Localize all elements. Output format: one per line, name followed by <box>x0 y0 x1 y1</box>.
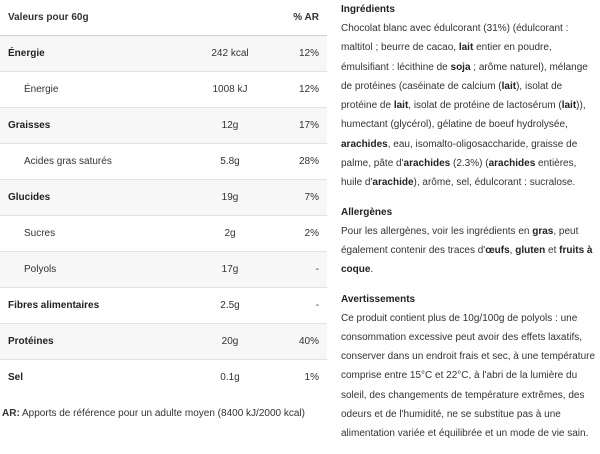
row-qty: 20g <box>187 324 273 360</box>
ingredients-text <box>341 19 596 193</box>
ingredients-segment: lait <box>393 100 409 112</box>
ingredients-segment: Chocolat blanc avec édulcorant (31%) (édulcorant : maltitol ; beurre de cacao, <box>341 23 569 54</box>
row-pct: 7% <box>273 180 327 216</box>
row-pct: - <box>273 288 327 324</box>
row-name: Polyols <box>0 252 187 288</box>
ingredients-segment: entier en poudre, émulsifiant : lécithine de <box>341 42 552 73</box>
ingredients-segment: lait <box>501 80 517 92</box>
ingredients-segment: lait <box>561 100 577 112</box>
row-name: Énergie <box>0 72 187 108</box>
row-pct: 28% <box>273 144 327 180</box>
row-name: Fibres alimentaires <box>0 288 187 324</box>
footnote-text: Apports de référence pour un adulte moyen (8400 kJ/2000 kcal) <box>19 408 305 419</box>
row-name: Acides gras saturés <box>0 144 187 180</box>
row-pct: 12% <box>273 36 327 72</box>
table-row <box>0 252 327 288</box>
allergens-text <box>341 222 596 280</box>
header-pct: % AR <box>293 12 319 23</box>
ingredients-segment: , isolat de protéine de lactosérum ( <box>408 100 562 112</box>
row-pct: 12% <box>273 72 327 108</box>
nutrition-table <box>0 0 327 395</box>
row-name: Sel <box>0 360 187 396</box>
table-row <box>0 216 327 252</box>
ingredients-title: Ingrédients <box>341 4 395 15</box>
row-pct: 17% <box>273 108 327 144</box>
row-qty: 17g <box>187 252 273 288</box>
table-row <box>0 72 327 108</box>
row-name: Sucres <box>0 216 187 252</box>
row-qty: 2g <box>187 216 273 252</box>
row-qty: 242 kcal <box>187 36 273 72</box>
row-qty: 1008 kJ <box>187 72 273 108</box>
warnings-text: Ce produit contient plus de 10g/100g de polyols : une consommation excessive peut avoir des effets laxatifs, conserver dans un endroit frais et sec, à une température comprise entre 15°C et 22°C, à l'abri de la lumière du soleil, des changements de température extrêmes, des odeurs et de l'humidité, ne se substitue pas à une alimentation variée et équilibrée et un mode de vie sain. <box>341 312 596 440</box>
ingredients-segment: arachides <box>488 158 536 170</box>
table-row <box>0 324 327 360</box>
table-row <box>0 180 327 216</box>
ingredients-segment: lait <box>458 42 474 54</box>
header-name: Valeurs pour 60g <box>8 12 89 23</box>
allergens-segment: gluten <box>515 244 546 256</box>
row-qty: 12g <box>187 108 273 144</box>
row-name: Énergie <box>0 36 187 72</box>
row-name: Protéines <box>0 324 187 360</box>
row-qty: 5.8g <box>187 144 273 180</box>
header-qty <box>187 0 273 36</box>
ingredients-segment: ), isolat de protéine de <box>341 80 563 112</box>
allergens-segment: . <box>370 264 374 276</box>
allergens-segment: fruits à coque <box>341 244 593 276</box>
ingredients-segment: arachides <box>341 138 388 150</box>
allergens-title: Allergènes <box>341 206 393 218</box>
ingredients-segment: (2.3%) ( <box>450 158 489 170</box>
row-pct: 1% <box>273 360 327 396</box>
ingredients-segment: entières, huile d' <box>341 158 577 189</box>
allergens-segment: et <box>545 244 560 256</box>
nutrition-panel <box>0 0 327 395</box>
ingredients-segment: arachide <box>372 177 414 189</box>
row-qty: 2.5g <box>187 288 273 324</box>
footnote <box>2 408 305 419</box>
warnings-title: Avertissements <box>341 293 416 305</box>
ingredients-segment: , eau, isomalto-oligosaccharide, graisse de palme, pâte d' <box>341 138 578 170</box>
row-qty: 0.1g <box>187 360 273 396</box>
row-pct: 40% <box>273 324 327 360</box>
table-header-row <box>0 0 327 36</box>
row-qty: 19g <box>187 180 273 216</box>
product-info <box>341 0 596 454</box>
table-row <box>0 36 327 72</box>
allergens-segment: , <box>509 244 516 256</box>
ingredients-segment: arachides <box>403 158 451 170</box>
table-row <box>0 144 327 180</box>
allergens-segment: gras <box>532 225 554 237</box>
allergens-segment: , peut également contenir des traces d' <box>341 225 579 256</box>
row-name: Graisses <box>0 108 187 144</box>
row-pct: 2% <box>273 216 327 252</box>
ingredients-segment: soja <box>450 61 471 73</box>
table-row <box>0 288 327 324</box>
ingredients-segment: ), arôme, sel, édulcorant : sucralose. <box>413 177 576 189</box>
row-name: Glucides <box>0 180 187 216</box>
allergens-segment: Pour les allergènes, voir les ingrédients en <box>341 225 533 237</box>
allergens-segment: œufs <box>485 244 510 256</box>
table-row <box>0 108 327 144</box>
ingredients-segment: )), humectant (glycérol), gélatine de boeuf hydrolysée, <box>341 100 586 131</box>
nutrition-rows <box>0 36 327 396</box>
footnote-abbr: AR: <box>2 408 20 419</box>
table-row <box>0 360 327 396</box>
ingredients-segment: ; arôme naturel), mélange de protéines (caséinate de calcium ( <box>341 61 588 92</box>
row-pct: - <box>273 252 327 288</box>
